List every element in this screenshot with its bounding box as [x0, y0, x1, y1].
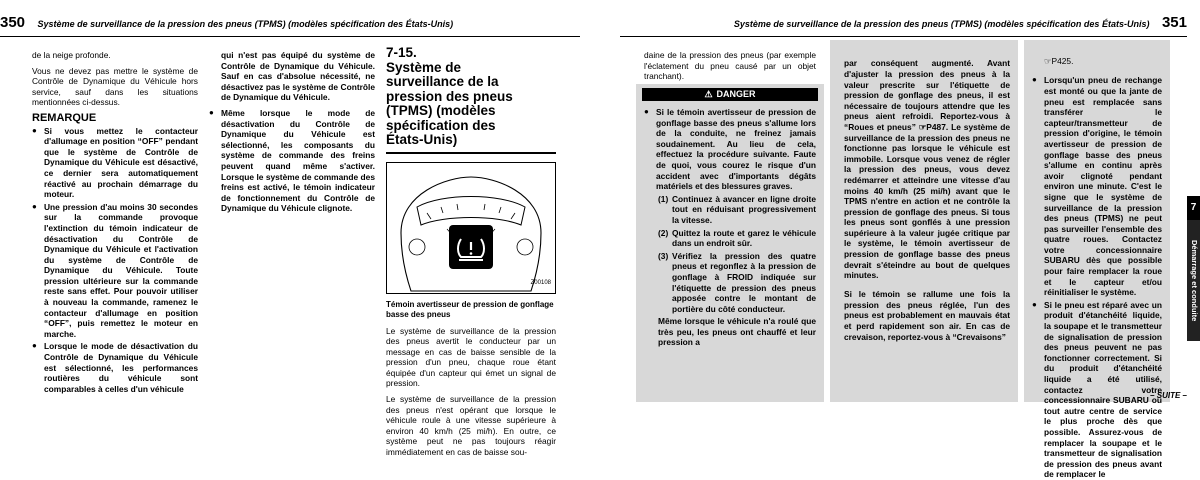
header-rule: [0, 36, 580, 37]
list-item: ● Si le témoin avertisseur de pression de gonflage basse des pneus s'allume lors de la conduite, ne freinez jamais soudainement. Au lieu de cela, effectuez la procédure suivante. Faute de quoi, vous courez le risque d'un accident avec d'importants dégâts matériels et des blessures graves.: [644, 107, 816, 192]
danger-continuation-body: [830, 40, 1018, 342]
page-number: 351: [1161, 14, 1187, 31]
notes-body: [1024, 40, 1170, 480]
step-item: [658, 251, 816, 315]
danger-steps: [644, 194, 816, 315]
header-rule: [620, 36, 1187, 37]
list-item: ● Si le pneu est réparé avec un produit d'étanchéité liquide, la soupape et le transmetteur de signalisation de pression des pneus peuvent ne pas fonctionner correctement. Si du produit d'étanchéité liquide a été utilisé, contactez votre concessionnaire SUBARU ou tout autre centre de service le plus proche dès que possible. Assurez-vous de remplacer la soupape et le transmetteur de signalisation de pression des pneus avant de remplacer le: [1032, 300, 1162, 480]
section-number: 7-15.: [386, 45, 417, 60]
notes-list: [1032, 75, 1162, 480]
right-col-1: [644, 50, 816, 87]
danger-heading: [642, 88, 818, 101]
notes-box: [1024, 40, 1170, 480]
figure-caption: Témoin avertisseur de pression de gonflage basse des pneus: [386, 299, 554, 319]
chapter-tab-label: Démarrage et conduite: [1190, 240, 1199, 322]
tpms-figure: [386, 162, 556, 294]
remarque-heading: REMARQUE: [32, 111, 97, 124]
right-page: [620, 0, 1200, 480]
chapter-tab-number: 7: [1187, 196, 1200, 220]
paragraph: daine de la pression des pneus (par exemple l'éclatement du pneu causé par un objet tranchant).: [644, 50, 816, 82]
danger-tail: Même lorsque le véhicule n'a roulé que très peu, les pneus ont chauffé et leur pression a: [658, 316, 816, 348]
danger-bullets: [644, 107, 816, 192]
step-text: Quittez la route et garez le véhicule dans un endroit sûr.: [672, 227, 816, 249]
left-page-header: [0, 14, 453, 31]
intro-text: de la neige profonde.: [32, 50, 111, 60]
paragraph: Le système de surveillance de la pression des pneus n'est opérant que lorsque le véhicule roule à une vitesse supérieure à environ 40 km/h (25 mi/h). En outre, ce système peut ne pas toujours réagir immédiatement en cas de baisse sou-: [386, 394, 556, 458]
step-number: (3): [658, 250, 669, 261]
step-item: [658, 228, 816, 249]
danger-box: [636, 84, 824, 402]
left-page: [0, 0, 580, 458]
danger-label: DANGER: [716, 89, 756, 99]
danger-continuation-box: [830, 40, 1018, 402]
list-item: ● Même lorsque le mode de désactivation du Contrôle de Dynamique du Véhicule est sélectionné, les composants du système de commande des freins peuvent quand même s'activer. Lorsque le système de commande des freins est activé, le témoin indicateur de fonctionnement du Contrôle de Dynamique du Véhicule clignote.: [209, 108, 375, 214]
step-text: Vérifiez la pression des quatre pneus et regonflez à la pression de gonflage à FROID indiquée sur l'étiquette de pression des pneus apposée contre le montant de portière du côté conducteur.: [672, 250, 816, 314]
page-reference: ☞P425.: [1044, 56, 1074, 67]
remarque-list: [32, 126, 198, 395]
continuation-text: qui n'est pas équipé du système de Contrôle de Dynamique du Véhicule. Sauf en cas d'absolue nécessité, ne désactivez pas le système de Contrôle de Dynamique du Véhicule.: [221, 50, 375, 103]
page-number: 350: [0, 14, 26, 31]
list-item: ● Lorsque le mode de désactivation du Contrôle de Dynamique du Véhicule est sélectionné, les performances routières du véhicule sont comparables à celles d'un véhicule: [32, 341, 198, 394]
paragraph: Le système de surveillance de la pression des pneus avertit le conducteur par un message en cas de baisse sensible de la pression d'un pneu, chaque roue étant équipée d'un capteur qui émet un signal de pression.: [386, 325, 556, 389]
header-title: Système de surveillance de la pression des pneus (TPMS) (modèles spécification des États-Unis): [37, 19, 454, 29]
section-title: [386, 46, 556, 148]
right-page-header: [734, 14, 1187, 31]
figure-code: Z00108: [530, 279, 551, 286]
step-number: (2): [658, 227, 669, 238]
step-number: (1): [658, 193, 669, 204]
warning-triangle-icon: ⚠: [704, 89, 713, 99]
tire-pressure-icon: [449, 225, 493, 269]
bullet-list: [209, 108, 375, 214]
list-item: ● Si vous mettez le contacteur d'allumage en position “OFF” pendant que le système de Contrôle de Dynamique du Véhicule est désactivé, ce dernier sera automatiquement réactivé au prochain démarrage du moteur.: [32, 126, 198, 200]
section-title-text: Système de surveillance de la pression des pneus (TPMS) (modèles spécification des États-Unis): [386, 59, 513, 147]
continued-marker: – SUITE –: [1150, 391, 1187, 400]
left-col-3: [386, 46, 556, 463]
paragraph: par conséquent augmenté. Avant d'ajuster la pression des pneus à la valeur prescrite sur l'étiquette de pression de gonflage des pneus, il est nécessaire de toujours attendre que les pneus aient refroidi. Reportez-vous à “Roues et pneus” ☞P487. Le système de surveillance de la pression des pneus ne fonctionne pas lorsque le véhicule est immobile. Lorsque vous venez de régler la pression des pneus, vous devez redémarrer et atteindre une vitesse d'au moins 40 km/h (25 mi/h) avant que le TPMS n'entre en action et ne contrôle la pression de gonflage des pneus. Si tous les pneus sont gonflés à une pression supérieure à la valeur jugée critique par le système, le témoin avertisseur de pression de gonflage basse des pneus devrait s'éteindre au bout de quelques minutes.: [844, 58, 1010, 281]
tpms-warning-light: [449, 225, 493, 269]
left-col-2: [209, 50, 375, 216]
list-item: ● Une pression d'au moins 30 secondes sur la commande provoque l'extinction du témoin indicateur de désactivation du Contrôle de Dynamique du Véhicule et l'activation du système de Contrôle de Dynamique du Véhicule. Toute pression ultérieure sur la commande reste sans effet. Pour pouvoir utiliser à nouveau la commande, ramenez le contacteur d'allumage en position “OFF”, puis remettez le moteur en marche.: [32, 202, 198, 340]
step-item: [658, 194, 816, 226]
danger-body: [636, 107, 824, 348]
step-text: Continuez à avancer en ligne droite tout en réduisant progressivement la vitesse.: [672, 193, 816, 225]
paragraph: Vous ne devez pas mettre le système de Contrôle de Dynamique du Véhicule hors service, sauf dans les situations mentionnées ci-dessus.: [32, 65, 198, 108]
header-title: Système de surveillance de la pression des pneus (TPMS) (modèles spécification des États-Unis): [733, 19, 1150, 29]
section-rule: [386, 152, 556, 154]
left-col-1: [32, 50, 198, 396]
paragraph: Si le témoin se rallume une fois la pression des pneus réglée, l'un des pneus est probablement en mauvais état et perd rapidement son air. En cas de crevaison, reportez-vous à “Crevaisons”: [844, 289, 1010, 342]
list-item: ● Lorsqu'un pneu de rechange est monté ou que la jante de pneu est remplacée sans transférer le capteur/transmetteur de pression d'origine, le témoin avertisseur de pression de gonflage basse des pneus s'allume en continu après avoir clignoté pendant environ une minute. C'est le signe que le système de surveillance de la pression des pneus (TPMS) ne peut pas surveiller l'ensemble des quatre roues. Contactez votre concessionnaire SUBARU dès que possible pour faire remplacer la roue et le capteur et/ou réinitialiser le système.: [1032, 75, 1162, 297]
